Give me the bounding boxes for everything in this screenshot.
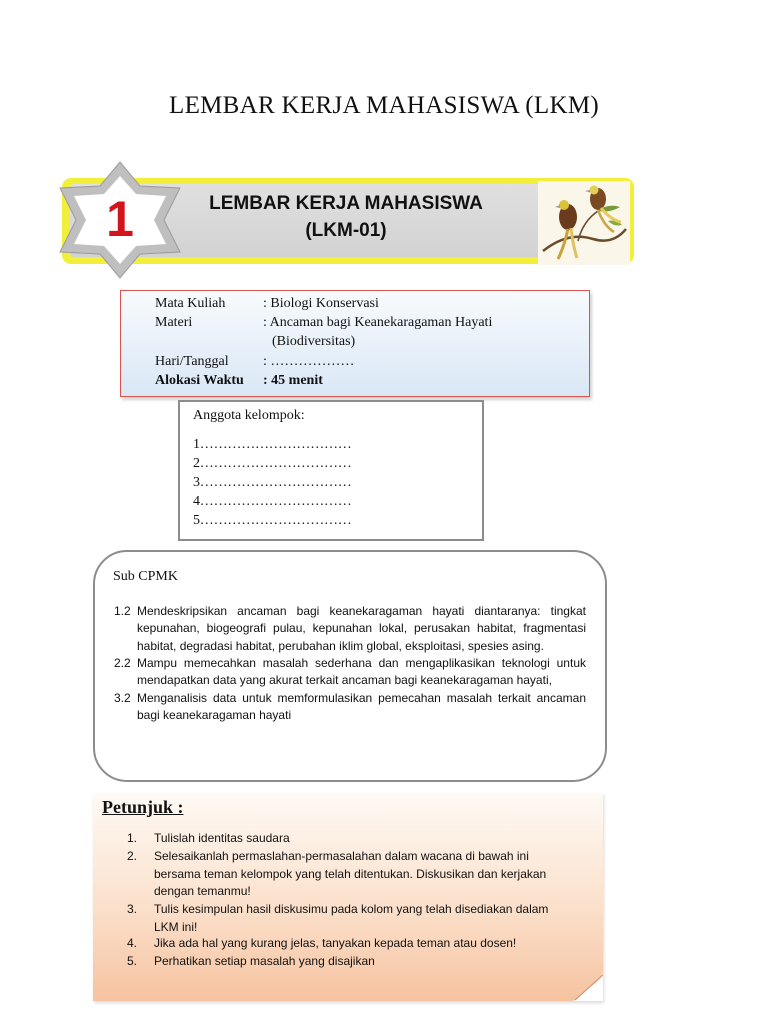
info-value: : 45 menit xyxy=(263,373,323,388)
instruction-number: 1. xyxy=(127,831,138,845)
instruction-text: Jika ada hal yang kurang jelas, tanyakan kepada teman atau dosen! xyxy=(154,936,517,950)
instruction-item-3 xyxy=(127,901,587,936)
cpmk-item-number: 2.2 xyxy=(114,656,131,670)
info-value: : ……………… xyxy=(263,354,355,369)
instruction-text: Tulislah identitas saudara xyxy=(154,831,290,845)
info-label: Hari/Tanggal xyxy=(155,354,229,369)
instruction-text: Perhatikan setiap masalah yang disajikan xyxy=(154,954,375,968)
instruction-text: Selesaikanlah permaslahan-permasalahan dalam wacana di bawah ini bersama teman kelompok yang telah ditentukan. Diskusikan dan kerjakan dengan temanmu! xyxy=(154,849,547,898)
badge-number: 1 xyxy=(106,191,134,247)
info-label: Materi xyxy=(155,315,193,330)
cpmk-item-number: 3.2 xyxy=(114,691,131,705)
member-line-4: 4…………………………… xyxy=(193,494,352,509)
worksheet-title xyxy=(190,190,502,244)
cpmk-item-2 xyxy=(114,655,586,690)
instruction-number: 3. xyxy=(127,902,138,916)
info-label: Alokasi Waktu xyxy=(155,373,244,388)
bird-of-paradise-illustration xyxy=(538,181,630,265)
instruction-item-2 xyxy=(127,848,587,901)
instruction-number: 2. xyxy=(127,849,138,863)
instruction-item-4 xyxy=(127,935,587,953)
info-value: (Biodiversitas) xyxy=(272,334,356,349)
info-value: : Biologi Konservasi xyxy=(263,296,379,311)
instruction-item-5 xyxy=(127,953,587,971)
member-line-2: 2…………………………… xyxy=(193,456,352,471)
info-value: : Ancaman bagi Keanekaragaman Hayati xyxy=(263,315,493,330)
member-line-3: 3…………………………… xyxy=(193,475,352,490)
cpmk-item-1 xyxy=(114,603,586,655)
page-curl-corner xyxy=(573,975,603,1001)
number-badge xyxy=(52,158,188,282)
info-label: Mata Kuliah xyxy=(155,296,226,311)
cpmk-item-text: Mendeskripsikan ancaman bagi keanekaragaman hayati diantaranya: tingkat kepunahan, biogeografi pulau, kepunahan lokal, perusakan habitat, fragmentasi habitat, degradasi habitat, perubahan iklim global, eksploitasi, spesies asing. xyxy=(137,604,586,653)
cpmk-item-number: 1.2 xyxy=(114,604,131,618)
instruction-item-1 xyxy=(127,830,587,848)
instructions-title: Petunjuk : xyxy=(102,797,184,817)
member-line-5: 5…………………………… xyxy=(193,513,352,528)
cpmk-item-text: Mampu memecahkan masalah sederhana dan mengaplikasikan teknologi untuk mendapatkan data yang akurat terkait ancaman bagi keanekaragaman hayati, xyxy=(137,656,586,688)
instruction-number: 5. xyxy=(127,954,138,968)
sub-cpmk-title: Sub CPMK xyxy=(113,569,178,584)
instruction-text: Tulis kesimpulan hasil diskusimu pada kolom yang telah disediakan dalam LKM ini! xyxy=(154,902,549,934)
cpmk-item-text: Menganalisis data untuk memformulasikan pemecahan masalah terkait ancaman bagi keanekaragaman hayati xyxy=(137,691,586,723)
cpmk-item-3 xyxy=(114,690,586,725)
instruction-number: 4. xyxy=(127,936,138,950)
document-title: LEMBAR KERJA MAHASISWA (LKM) xyxy=(169,92,599,119)
member-line-1: 1…………………………… xyxy=(193,437,352,452)
worksheet-title-line1: LEMBAR KERJA MAHASISWA xyxy=(209,193,483,214)
worksheet-title-line2: (LKM-01) xyxy=(305,220,387,241)
group-members-title: Anggota kelompok: xyxy=(193,408,305,423)
